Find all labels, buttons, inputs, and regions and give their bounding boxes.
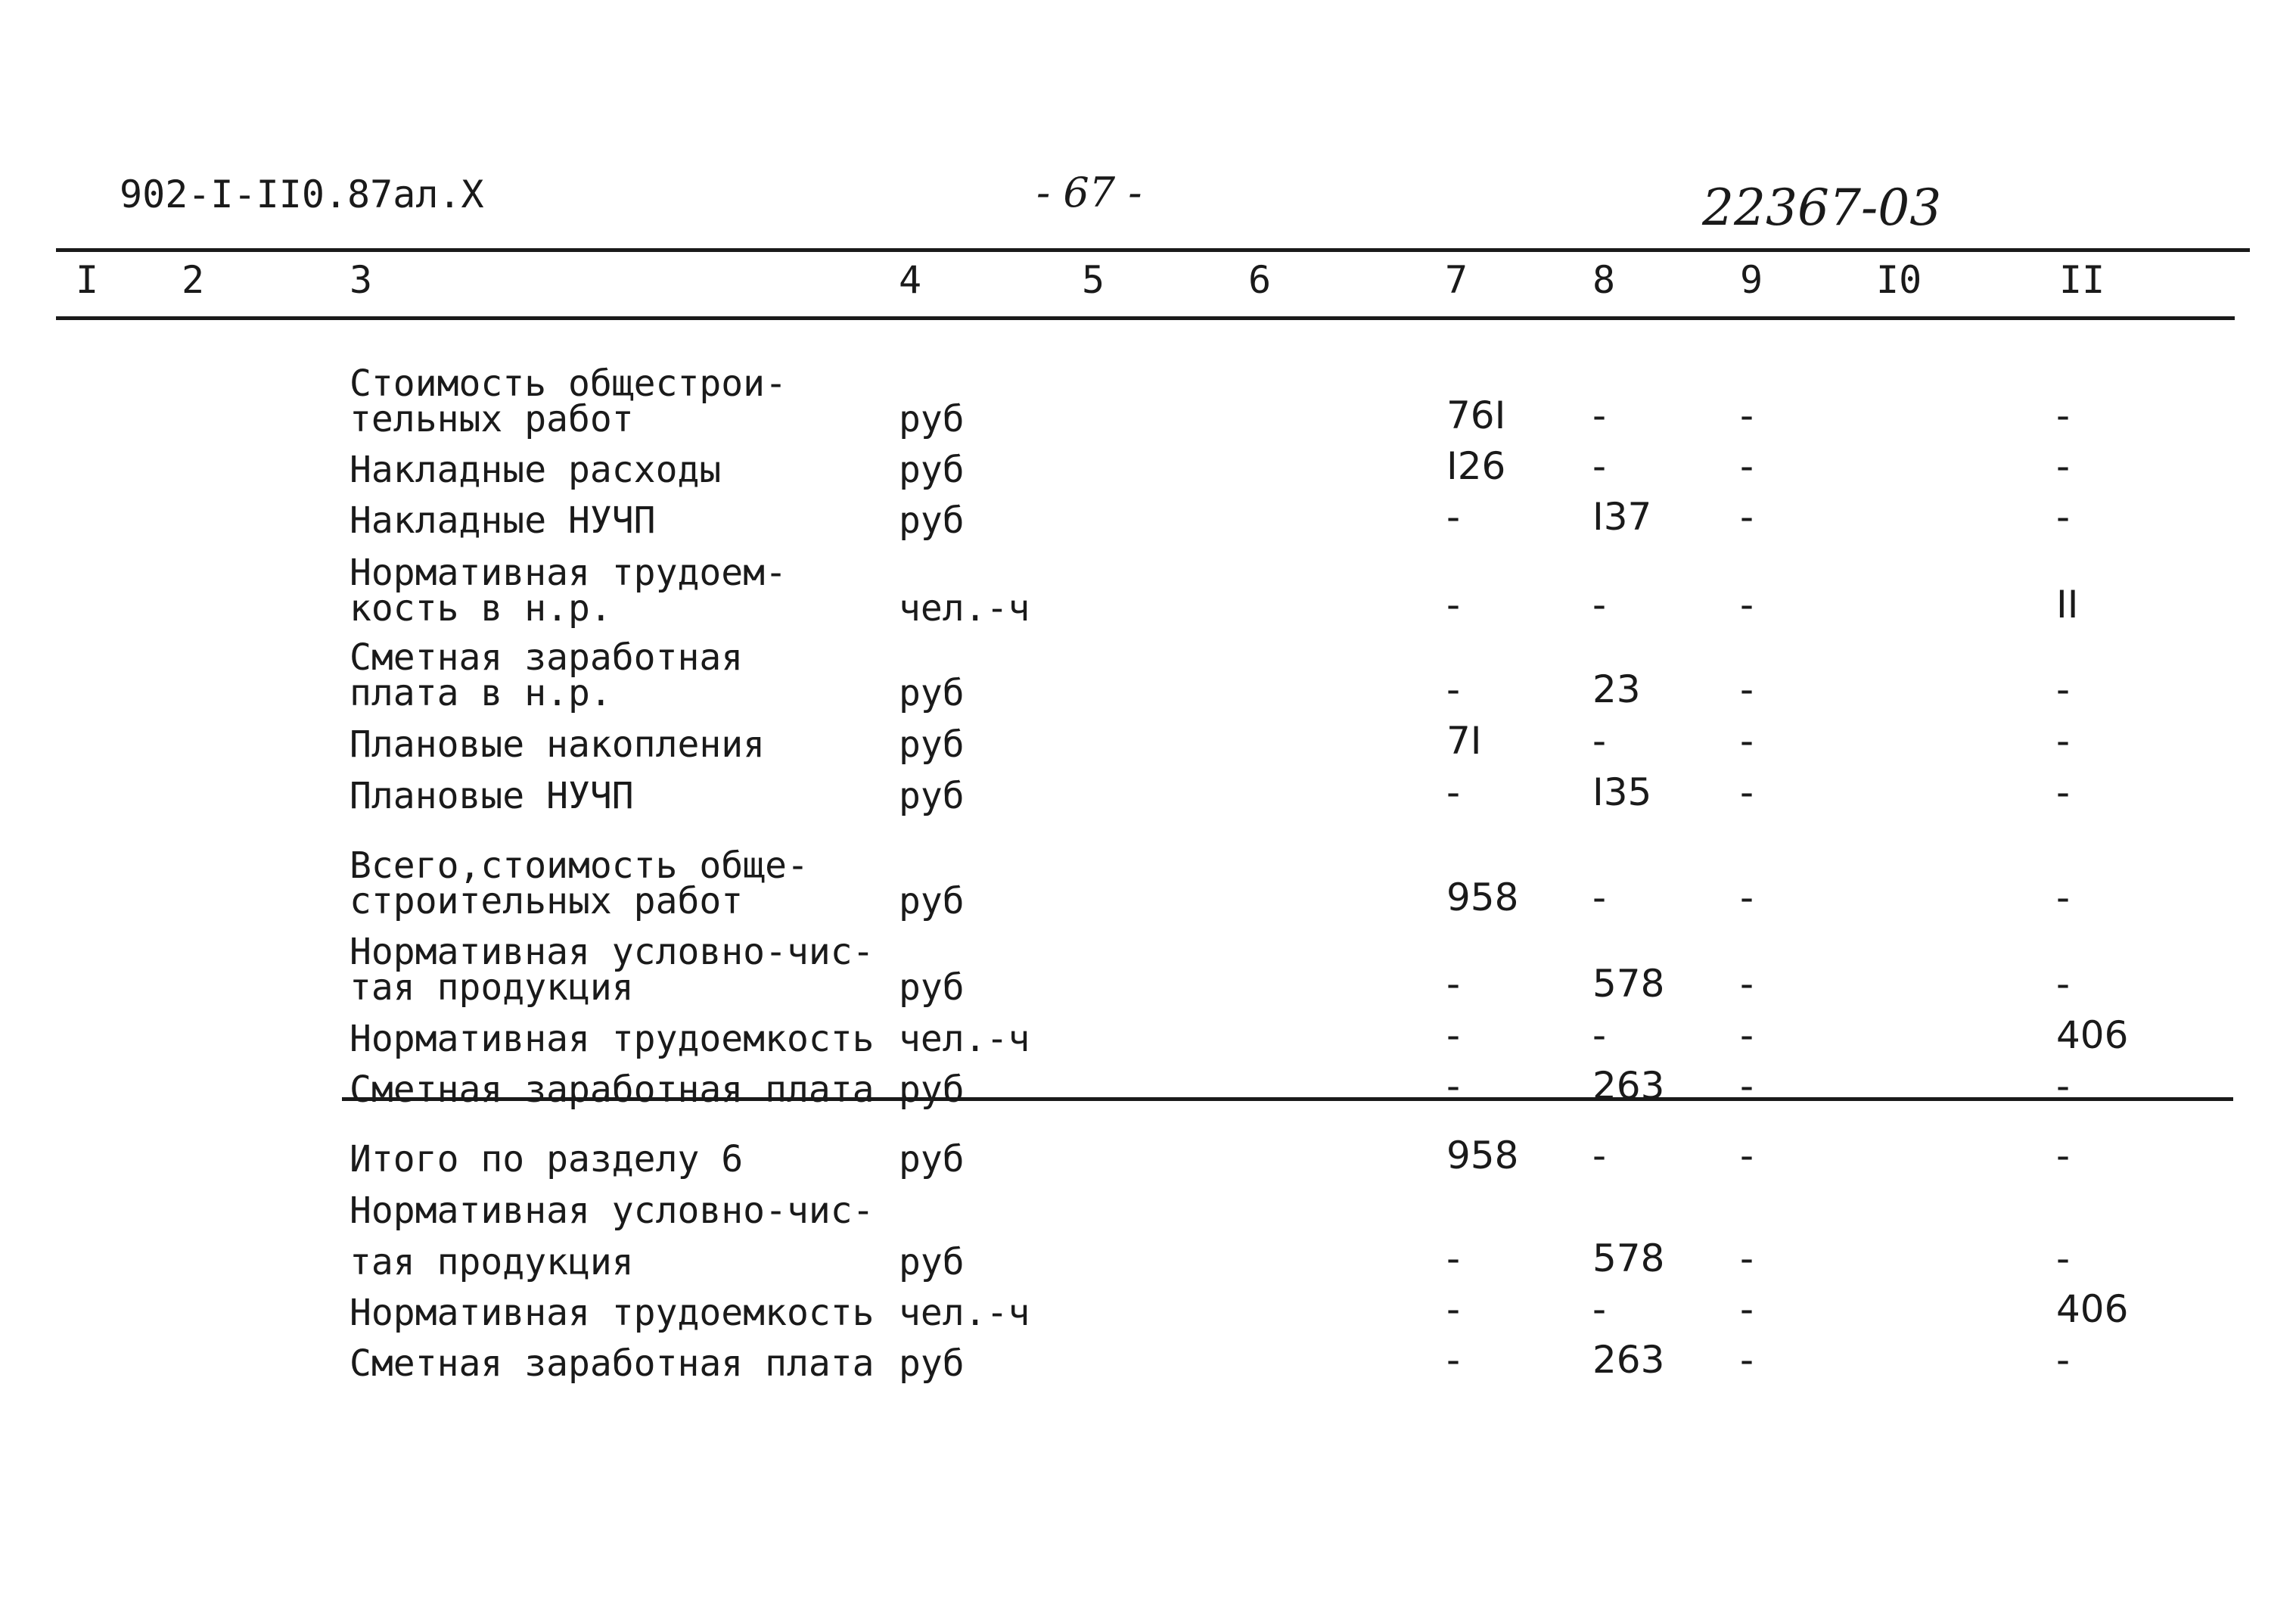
column-number: 6	[1248, 258, 1272, 302]
cell-col-8: -	[1592, 1134, 1607, 1177]
row-unit: чел.-ч	[899, 1292, 1030, 1334]
column-header-rule	[56, 316, 2235, 320]
cell-col-11: -	[2056, 444, 2071, 488]
row-name: Накладные НУЧП	[350, 499, 656, 542]
row-name: тельных работ	[350, 398, 634, 440]
row-unit: руб	[899, 966, 965, 1009]
cell-col-9: -	[1740, 1064, 1754, 1108]
row-name: плата в н.р.	[350, 672, 612, 714]
cell-col-7: -	[1446, 1338, 1461, 1382]
cell-col-7: -	[1446, 1013, 1461, 1057]
cell-col-9: -	[1740, 444, 1754, 488]
cell-col-11: -	[2056, 719, 2071, 763]
column-number: 5	[1082, 258, 1105, 302]
row-unit: руб	[899, 449, 965, 491]
cell-col-9: -	[1740, 1134, 1754, 1177]
column-number: I	[76, 258, 99, 302]
cell-col-8: -	[1592, 393, 1607, 437]
row-name: кость в н.р.	[350, 587, 612, 630]
cell-col-8: I37	[1592, 495, 1652, 539]
row-unit: руб	[899, 672, 965, 714]
cell-col-9: -	[1740, 393, 1754, 437]
row-name: Стоимость общестрои-	[350, 362, 787, 405]
document-code: 902-I-II0.87ал.X	[120, 173, 484, 216]
cell-col-11: -	[2056, 1134, 2071, 1177]
cell-col-8: -	[1592, 719, 1607, 763]
cell-col-7: 958	[1446, 1134, 1519, 1177]
column-number: 7	[1445, 258, 1468, 302]
row-name: Плановые НУЧП	[350, 775, 634, 817]
cell-col-11: II	[2056, 583, 2079, 627]
cell-col-11: 406	[2056, 1013, 2129, 1057]
row-name: Итого по разделу 6	[350, 1138, 744, 1180]
column-number: 2	[182, 258, 205, 302]
cell-col-7: 958	[1446, 876, 1519, 919]
cell-col-8: 578	[1592, 1236, 1665, 1280]
row-unit: руб	[899, 499, 965, 542]
cell-col-8: 263	[1592, 1064, 1665, 1108]
cell-col-9: -	[1740, 583, 1754, 627]
cell-col-7: -	[1446, 1236, 1461, 1280]
row-unit: чел.-ч	[899, 587, 1030, 630]
row-name: Сметная заработная плата	[350, 1342, 875, 1385]
cell-col-8: -	[1592, 1287, 1607, 1331]
row-name: Нормативная трудоемкость	[350, 1018, 875, 1060]
cell-col-8: -	[1592, 444, 1607, 488]
cell-col-9: -	[1740, 770, 1754, 814]
cell-col-9: -	[1740, 1236, 1754, 1280]
cell-col-7: -	[1446, 770, 1461, 814]
row-unit: руб	[899, 1241, 965, 1283]
cell-col-9: -	[1740, 667, 1754, 711]
row-unit: руб	[899, 775, 965, 817]
cell-col-7: -	[1446, 1064, 1461, 1108]
cell-col-11: -	[2056, 495, 2071, 539]
column-number: 3	[350, 258, 373, 302]
column-number: I0	[1876, 258, 1922, 302]
cell-col-9: -	[1740, 962, 1754, 1006]
table-top-rule	[56, 248, 2250, 252]
cell-col-7: -	[1446, 495, 1461, 539]
cell-col-11: -	[2056, 667, 2071, 711]
row-name: тая продукция	[350, 1241, 634, 1283]
album-number: 22367-03	[1702, 179, 1942, 237]
row-unit: руб	[899, 1068, 965, 1111]
cell-col-8: -	[1592, 876, 1607, 919]
row-name: Нормативная условно-чис-	[350, 1190, 875, 1232]
cell-col-11: -	[2056, 770, 2071, 814]
cell-col-8: 263	[1592, 1338, 1665, 1382]
column-number: 8	[1592, 258, 1616, 302]
row-unit: чел.-ч	[899, 1018, 1030, 1060]
column-number: 9	[1740, 258, 1763, 302]
cell-col-11: -	[2056, 876, 2071, 919]
row-name: Плановые накопления	[350, 723, 766, 766]
cell-col-8: 23	[1592, 667, 1641, 711]
cell-col-9: -	[1740, 495, 1754, 539]
cell-col-7: -	[1446, 667, 1461, 711]
cell-col-7: 7I	[1446, 719, 1482, 763]
row-name: Сметная заработная плата	[350, 1068, 875, 1111]
cell-col-9: -	[1740, 1338, 1754, 1382]
cell-col-11: -	[2056, 1338, 2071, 1382]
cell-col-8: -	[1592, 1013, 1607, 1057]
cell-col-11: -	[2056, 393, 2071, 437]
row-unit: руб	[899, 880, 965, 922]
cell-col-9: -	[1740, 1013, 1754, 1057]
cell-col-11: -	[2056, 962, 2071, 1006]
row-unit: руб	[899, 398, 965, 440]
row-name: строительных работ	[350, 880, 744, 922]
cell-col-7: 76I	[1446, 393, 1506, 437]
row-name: Нормативная трудоем-	[350, 552, 787, 594]
column-number: II	[2059, 258, 2105, 302]
cell-col-7: -	[1446, 583, 1461, 627]
row-unit: руб	[899, 1342, 965, 1385]
cell-col-8: 578	[1592, 962, 1665, 1006]
row-name: Накладные расходы	[350, 449, 722, 491]
row-name: Нормативная условно-чис-	[350, 931, 875, 973]
page-number: - 67 -	[1036, 169, 1142, 216]
row-name: Всего,стоимость обще-	[350, 844, 809, 887]
cell-col-8: I35	[1592, 770, 1652, 814]
cell-col-9: -	[1740, 719, 1754, 763]
cell-col-9: -	[1740, 876, 1754, 919]
row-unit: руб	[899, 1138, 965, 1180]
cell-col-7: I26	[1446, 444, 1506, 488]
cell-col-11: 406	[2056, 1287, 2129, 1331]
row-name: Сметная заработная	[350, 636, 744, 679]
column-number: 4	[899, 258, 922, 302]
cell-col-11: -	[2056, 1236, 2071, 1280]
cell-col-8: -	[1592, 583, 1607, 627]
cell-col-7: -	[1446, 962, 1461, 1006]
row-name: Нормативная трудоемкость	[350, 1292, 875, 1334]
cell-col-9: -	[1740, 1287, 1754, 1331]
row-name: тая продукция	[350, 966, 634, 1009]
row-unit: руб	[899, 723, 965, 766]
cell-col-11: -	[2056, 1064, 2071, 1108]
cell-col-7: -	[1446, 1287, 1461, 1331]
